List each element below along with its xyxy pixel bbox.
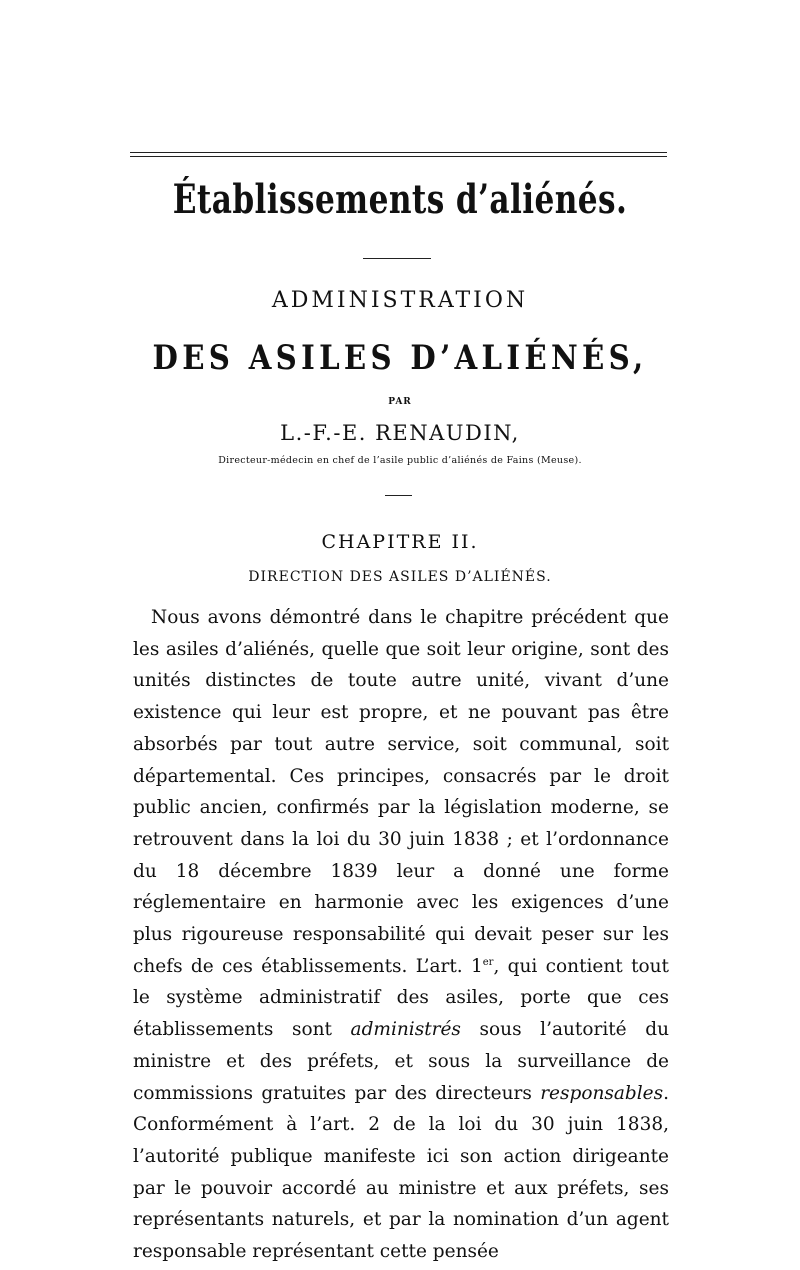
body-text-part2: , qui contient tout le système administratif des asiles, porte que ces établissements sont: [133, 955, 669, 1041]
body-paragraph: [133, 602, 669, 1268]
chapter-label: CHAPITRE II.: [321, 531, 479, 553]
body-text-part1: Nous avons démontré dans le chapitre précédent que les asiles d’aliénés, quelle que soit leur origine, sont des unités distinctes de toute autre unité, vivant d’une existence qui leur est propre, et ne pouvant pas être absorbés par tout autre service, soit communal, soit départemental. Ces principes, consacrés par le droit public ancien, confirmés par la législation moderne, se retrouvent dans la loi du 30 juin 1838 ; et l’ordonnance du 18 décembre 1839 leur a donné une forme réglementaire en harmonie avec les exigences d’une plus rigoureuse responsabilité qui devait peser sur les chefs de ces établissements. L’art. 1: [133, 607, 669, 977]
emphasis-administres: administrés: [350, 1019, 461, 1041]
author-affiliation: Directeur-médecin en chef de l’asile public d’aliénés de Fains (Meuse).: [218, 455, 582, 466]
superscript-er: er: [482, 956, 494, 968]
section-title: Établissements d’aliénés.: [172, 176, 628, 223]
byline: PAR: [388, 397, 412, 407]
chapter-subtitle: DIRECTION DES ASILES D’ALIÉNÉS.: [248, 569, 552, 585]
body-text: [133, 602, 669, 1268]
author-name: L.-F.-E. RENAUDIN,: [280, 421, 520, 445]
top-rule-secondary: [130, 156, 667, 157]
article-title-line1: ADMINISTRATION: [271, 288, 529, 313]
emphasis-responsables: responsables: [540, 1082, 664, 1104]
body-text-part4: . Conformément à l’art. 2 de la loi du 30 juin 1838, l’autorité publique manifeste ici son action dirigeante par le pouvoir accordé au ministre et aux préfets, ses représentants naturels, et par la nomination d’un agent responsable représentant cette pensée: [133, 1082, 669, 1263]
body-text-part3: sous l’autorité du ministre et des préfets, et sous la surveillance de commissions gratuites par des directeurs: [133, 1019, 669, 1104]
top-rule: [130, 152, 667, 153]
title-separator: [363, 258, 431, 259]
article-title-line2: DES ASILES D’ALIÉNÉS,: [152, 338, 648, 378]
chapter-separator: [385, 495, 412, 496]
